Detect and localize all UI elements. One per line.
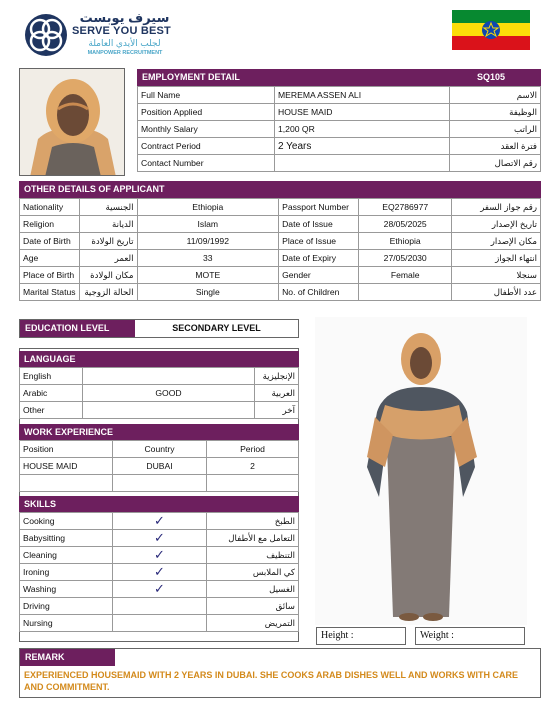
other-value: Ethiopia — [137, 199, 279, 216]
applicant-full-body-photo — [315, 317, 527, 625]
skill-checkmark-icon: ✓ — [113, 564, 207, 581]
employment-label-arabic: الراتب — [450, 121, 541, 138]
logo-arabic: سيرف يوبست — [79, 10, 170, 25]
other-label: Passport Number — [279, 199, 359, 216]
other-label-arabic: انتهاء الجواز — [452, 250, 541, 267]
other-value — [359, 284, 452, 301]
language-section — [19, 351, 299, 419]
skill-label: Driving — [20, 598, 113, 615]
employment-label: Full Name — [138, 87, 275, 104]
other-details-header: OTHER DETAILS OF APPLICANT — [19, 181, 541, 198]
skills-section — [19, 496, 299, 632]
other-label: Age — [20, 250, 80, 267]
skill-row — [20, 530, 299, 547]
skill-label: Washing — [20, 581, 113, 598]
skill-checkmark-icon: ✓ — [113, 513, 207, 530]
language-value: GOOD — [83, 385, 255, 402]
other-label-arabic: الحالة الزوجية — [79, 284, 137, 301]
skill-label-arabic: الغسيل — [207, 581, 299, 598]
skill-checkmark-icon — [113, 598, 207, 615]
skill-row — [20, 581, 299, 598]
employment-label: Position Applied — [138, 104, 275, 121]
other-label: Date of Birth — [20, 233, 80, 250]
skill-row — [20, 598, 299, 615]
other-label: Nationality — [20, 199, 80, 216]
other-details-row — [20, 284, 541, 301]
other-details-row — [20, 250, 541, 267]
other-label-arabic: مكان الإصدار — [452, 233, 541, 250]
reference-number: SQ105 — [477, 72, 506, 82]
employment-row-contract — [138, 138, 541, 155]
employment-detail-section — [137, 69, 541, 172]
other-label: Place of Birth — [20, 267, 80, 284]
remark-section — [19, 648, 541, 698]
other-label: Religion — [20, 216, 80, 233]
employment-label-arabic: الاسم — [450, 87, 541, 104]
skill-row — [20, 615, 299, 632]
remark-text: EXPERIENCED HOUSEMAID WITH 2 YEARS IN DUBAI. SHE COOKS ARAB DISHES WELL AND WORKS WITH CARE AND COMMITMENT. — [24, 670, 519, 692]
skill-row — [20, 513, 299, 530]
other-value: MOTE — [137, 267, 279, 284]
work-country: DUBAI — [113, 458, 207, 475]
other-details-row — [20, 199, 541, 216]
education-level-label: EDUCATION LEVEL — [20, 320, 135, 337]
skills-header: SKILLS — [19, 496, 299, 512]
work-header-country: Country — [113, 441, 207, 458]
applicant-portrait — [19, 68, 125, 176]
employment-value: MEREMA ASSEN ALI — [275, 87, 450, 104]
work-position — [20, 475, 113, 492]
employment-detail-header — [137, 69, 541, 86]
skill-checkmark-icon: ✓ — [113, 547, 207, 564]
employment-label-arabic: رقم الاتصال — [450, 155, 541, 172]
work-country — [113, 475, 207, 492]
other-label: No. of Children — [279, 284, 359, 301]
work-period: 2 — [207, 458, 299, 475]
language-row — [20, 385, 299, 402]
other-label: Marital Status — [20, 284, 80, 301]
ethiopia-flag — [452, 10, 530, 50]
logo-arabic-sub: لجلب الأيدي العاملة — [88, 38, 161, 48]
skill-row — [20, 564, 299, 581]
other-label-arabic: عدد الأطفال — [452, 284, 541, 301]
skill-label-arabic: التعامل مع الأطفال — [207, 530, 299, 547]
education-level-value: SECONDARY LEVEL — [172, 323, 261, 333]
other-value: 11/09/1992 — [137, 233, 279, 250]
language-label: Other — [20, 402, 83, 419]
language-label: Arabic — [20, 385, 83, 402]
skill-checkmark-icon — [113, 615, 207, 632]
company-logo — [22, 10, 172, 60]
other-value: Single — [137, 284, 279, 301]
other-label: Date of Issue — [279, 216, 359, 233]
other-details-row — [20, 233, 541, 250]
language-label-arabic: العربية — [255, 385, 299, 402]
skill-label: Cleaning — [20, 547, 113, 564]
employment-value — [275, 155, 450, 172]
language-row — [20, 368, 299, 385]
other-label-arabic: تاريخ الإصدار — [452, 216, 541, 233]
employment-value: HOUSE MAID — [275, 104, 450, 121]
employment-label: Monthly Salary — [138, 121, 275, 138]
other-label: Place of Issue — [279, 233, 359, 250]
other-details-row — [20, 267, 541, 284]
skill-label: Ironing — [20, 564, 113, 581]
other-label-arabic: تاريخ الولادة — [79, 233, 137, 250]
employment-detail-title: EMPLOYMENT DETAIL — [142, 72, 240, 82]
work-experience-row — [20, 458, 299, 475]
other-value: EQ2786977 — [359, 199, 452, 216]
employment-row-contact — [138, 155, 541, 172]
other-label-arabic: الديانة — [79, 216, 137, 233]
employment-row-full-name — [138, 87, 541, 104]
work-position: HOUSE MAID — [20, 458, 113, 475]
other-value: 27/05/2030 — [359, 250, 452, 267]
employment-value: 1,200 QR — [275, 121, 450, 138]
skill-checkmark-icon: ✓ — [113, 581, 207, 598]
work-period — [207, 475, 299, 492]
language-row — [20, 402, 299, 419]
language-header: LANGUAGE — [19, 351, 299, 367]
employment-label-arabic: فترة العقد — [450, 138, 541, 155]
other-label: Date of Expiry — [279, 250, 359, 267]
skill-row — [20, 547, 299, 564]
logo-mark-icon — [22, 12, 70, 58]
other-label-arabic: مكان الولادة — [79, 267, 137, 284]
other-value: 28/05/2025 — [359, 216, 452, 233]
employment-value: 2 Years — [275, 138, 450, 155]
other-label-arabic: الجنسية — [79, 199, 137, 216]
other-label-arabic: رقم جواز السفر — [452, 199, 541, 216]
other-details-section — [19, 181, 541, 301]
work-header-position: Position — [20, 441, 113, 458]
other-value: Female — [359, 267, 452, 284]
language-label-arabic: آخر — [255, 402, 299, 419]
skill-label-arabic: التنظيف — [207, 547, 299, 564]
other-label: Gender — [279, 267, 359, 284]
work-header-period: Period — [207, 441, 299, 458]
skill-label: Cooking — [20, 513, 113, 530]
employment-label: Contract Period — [138, 138, 275, 155]
other-value: 33 — [137, 250, 279, 267]
weight-field: Weight : — [415, 627, 525, 645]
education-level-row — [19, 319, 299, 338]
employment-row-position — [138, 104, 541, 121]
skill-label-arabic: التمريض — [207, 615, 299, 632]
logo-tagline: MANPOWER RECRUITMENT — [87, 50, 163, 56]
remark-header: REMARK — [20, 649, 115, 666]
language-label-arabic: الإنجليزية — [255, 368, 299, 385]
work-experience-row — [20, 475, 299, 492]
employment-label-arabic: الوظيفة — [450, 104, 541, 121]
work-experience-section — [19, 424, 299, 492]
logo-name: SERVE YOU BEST — [72, 25, 171, 37]
language-value — [83, 368, 255, 385]
other-details-row — [20, 216, 541, 233]
employment-label: Contact Number — [138, 155, 275, 172]
language-label: English — [20, 368, 83, 385]
height-field: Height : — [316, 627, 406, 645]
other-label-arabic: سنجلا — [452, 267, 541, 284]
skill-label-arabic: سائق — [207, 598, 299, 615]
skill-label-arabic: الطبخ — [207, 513, 299, 530]
other-label-arabic: العمر — [79, 250, 137, 267]
skill-label: Babysitting — [20, 530, 113, 547]
work-experience-header-row — [20, 441, 299, 458]
skill-label: Nursing — [20, 615, 113, 632]
other-value: Ethiopia — [359, 233, 452, 250]
language-value — [83, 402, 255, 419]
skill-label-arabic: كي الملابس — [207, 564, 299, 581]
skill-checkmark-icon: ✓ — [113, 530, 207, 547]
work-experience-header: WORK EXPERIENCE — [19, 424, 299, 440]
employment-row-salary — [138, 121, 541, 138]
other-value: Islam — [137, 216, 279, 233]
